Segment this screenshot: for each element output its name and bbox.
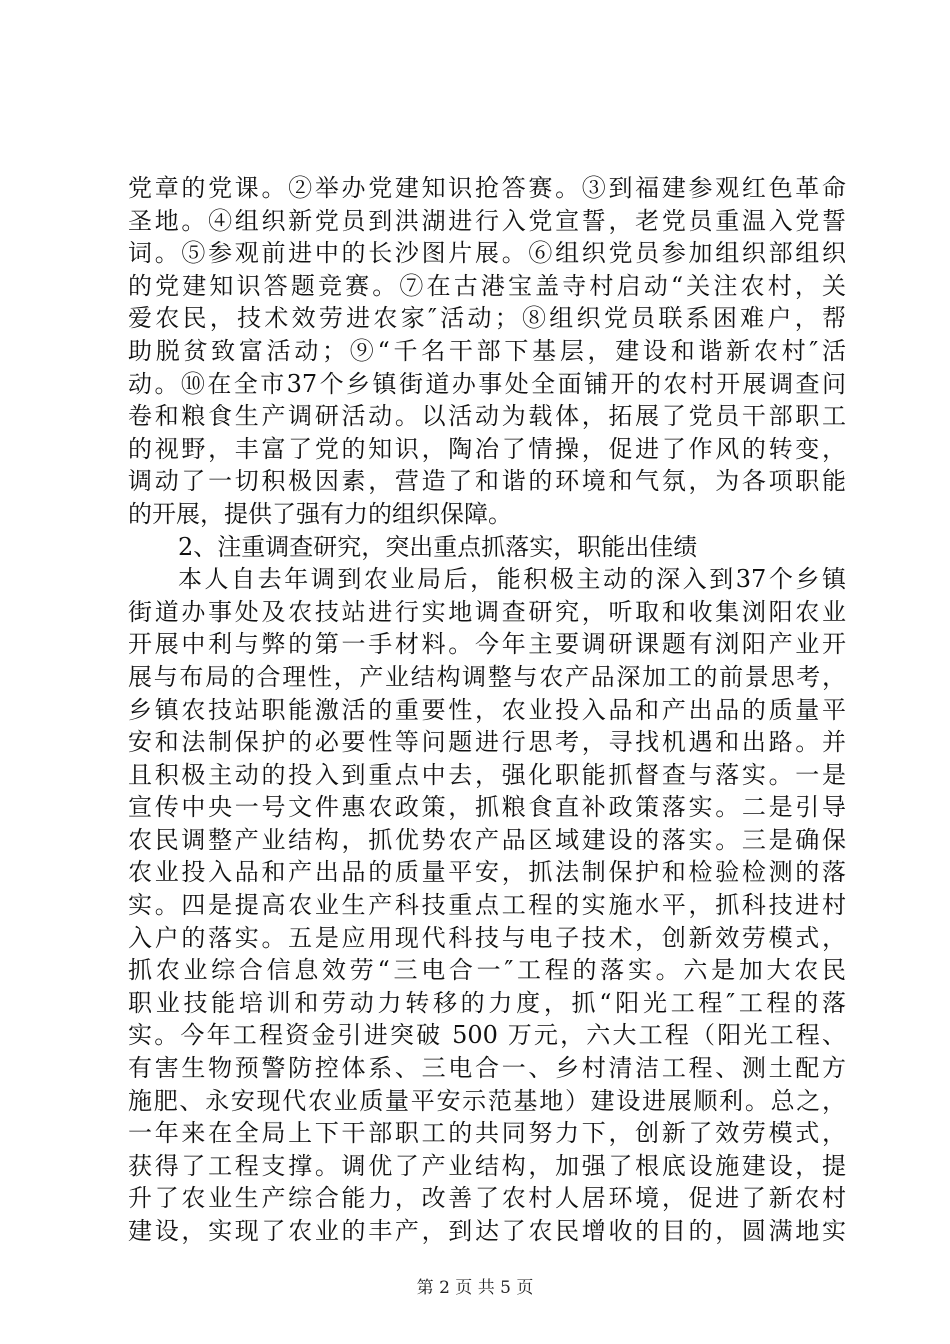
text-line: 动。⑩在全市37个乡镇街道办事处全面铺开的农村开展调查问: [128, 369, 846, 398]
text-line: 升了农业生产综合能力，改善了农村人居环境，促进了新农村: [128, 1184, 846, 1213]
text-line: 获得了工程支撑。调优了产业结构，加强了根底设施建设，提: [128, 1151, 846, 1180]
text-line: 的党建知识答题竞赛。⑦在古港宝盖寺村启动“关注农村，关: [128, 271, 846, 300]
text-line: 爱农民，技术效劳进农家″活动；⑧组织党员联系困难户，帮: [128, 304, 846, 333]
text-line: 圣地。④组织新党员到洪湖进行入党宣誓，老党员重温入党誓: [128, 206, 846, 235]
text-line: 党章的党课。②举办党建知识抢答赛。③到福建参观红色革命: [128, 174, 846, 202]
text-line: 的开展，提供了强有力的组织保障。: [128, 499, 512, 528]
text-line: 词。⑤参观前进中的长沙图片展。⑥组织党员参加组织部组织: [128, 239, 846, 268]
text-line: 调动了一切积极因素，营造了和谐的环境和气氛，为各项职能: [128, 467, 846, 496]
text-line: 安和法制保护的必要性等问题进行思考，寻找机遇和出路。并: [128, 728, 846, 757]
text-line: 实。今年工程资金引进突破 500 万元，六大工程（阳光工程、: [128, 1021, 846, 1050]
page-number-footer: 第 2 页 共 5 页: [416, 1278, 534, 1298]
text-line: 抓农业综合信息效劳“三电合一″工程的落实。六是加大农民: [128, 956, 846, 985]
text-line: 本人自去年调到农业局后，能积极主动的深入到37个乡镇: [178, 565, 846, 594]
text-line: 宣传中央一号文件惠农政策，抓粮食直补政策落实。二是引导: [128, 793, 846, 822]
text-line: 职业技能培训和劳动力转移的力度，抓“阳光工程″工程的落: [128, 988, 846, 1017]
text-line: 入户的落实。五是应用现代科技与电子技术，创新效劳模式，: [128, 923, 846, 952]
text-line: 助脱贫致富活动；⑨“千名干部下基层，建设和谐新农村″活: [128, 336, 846, 365]
text-line: 乡镇农技站职能激活的重要性，农业投入品和产出品的质量平: [128, 695, 846, 724]
document-body: [128, 172, 846, 1248]
text-line: 的视野，丰富了党的知识，陶冶了情操，促进了作风的转变，: [128, 434, 846, 463]
text-line: 街道办事处及农技站进行实地调查研究，听取和收集浏阳农业: [128, 597, 846, 626]
text-line: 农业投入品和产出品的质量平安，抓法制保护和检验检测的落: [128, 858, 846, 887]
text-line: 建设，实现了农业的丰产，到达了农民增收的目的，圆满地实: [128, 1217, 846, 1245]
text-line: 一年来在全局上下干部职工的共同努力下，创新了效劳模式，: [128, 1119, 846, 1148]
text-line: 施肥、永安现代农业质量平安示范基地）建设进展顺利。总之，: [128, 1086, 846, 1115]
section-heading: 2、注重调查研究，突出重点抓落实，职能出佳绩: [178, 532, 698, 561]
text-line: 有害生物预警防控体系、三电合一、乡村清洁工程、测土配方: [128, 1054, 846, 1083]
text-line: 开展中利与弊的第一手材料。今年主要调研课题有浏阳产业开: [128, 630, 846, 659]
text-line: 实。四是提高农业生产科技重点工程的实施水平，抓科技进村: [128, 891, 846, 920]
text-line: 且积极主动的投入到重点中去，强化职能抓督查与落实。一是: [128, 760, 846, 789]
text-line: 卷和粮食生产调研活动。以活动为载体，拓展了党员干部职工: [128, 402, 846, 431]
text-line: 展与布局的合理性，产业结构调整与农产品深加工的前景思考，: [128, 662, 846, 691]
text-line: 农民调整产业结构，抓优势农产品区域建设的落实。三是确保: [128, 825, 846, 854]
